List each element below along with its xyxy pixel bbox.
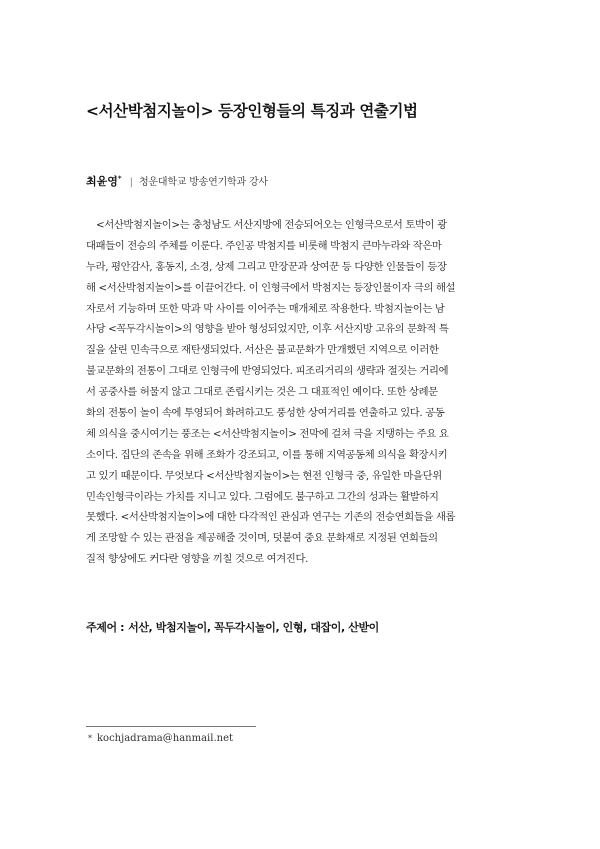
abstract-line: 체 의식을 중시여기는 풍조는 <서산박첨지놀이> 전막에 걸쳐 극을 지탱하는 주요 요 [86,427,449,440]
footnote-email: kochjadrama@hanmail.net [97,733,234,744]
abstract-line: 고 있기 때문이다. 무엇보다 <서산박첨지놀이>는 현전 인형극 중, 유일한 마을단위 [86,469,442,482]
keywords [86,619,379,635]
author-affiliation: 청운대학교 방송연기학과 강사 [138,177,268,188]
abstract-line: 질적 향상에도 커다란 영향을 끼칠 것으로 여겨진다. [86,553,308,566]
abstract-line: 불교문화의 전통이 그대로 인형극에 반영되었다. 피조리거리의 생략과 절짓는 거리에 [86,365,449,378]
abstract-line: 자로서 기능하며 또한 막과 막 사이를 이어주는 매개체로 작용한다. 박첨지놀이는 남 [86,302,445,315]
abstract-line: 못했다. <서산박첨지놀이>에 대한 다각적인 관심과 연구는 기존의 전승연희들을 새롭 [86,511,456,524]
abstract-line: 누라, 평안감사, 홍동지, 소경, 상제 그리고 만장꾼과 상여꾼 등 다양한 인물들이 등장 [86,260,447,273]
abstract-line: 화의 전통이 놀이 속에 투영되어 화려하고도 풍성한 상여거리를 연출하고 있다. 공동 [86,407,445,420]
author-line [86,173,268,189]
abstract [86,215,516,570]
abstract-line: 사당 <꼭두각시놀이>의 영향을 받아 형성되었지만, 이후 서산지방 고유의 문화적 특 [86,323,449,336]
abstract-line: 해 <서산박첨지놀이>를 이끌어간다. 이 인형극에서 박첨지는 등장인물이자 극의 해설 [86,281,456,294]
author-name: 최윤영 [86,175,118,188]
paper-title: <서산박첨지놀이> 등장인형들의 특징과 연출기법 [86,102,418,120]
abstract-line: 서 공중사를 허물지 않고 그대로 존립시키는 것은 그 대표적인 예이다. 또한 상례문 [86,386,438,399]
abstract-line: 대패들이 전승의 주체를 이룬다. 주인공 박첨지를 비롯해 박첨지 큰마누라와 작은마 [86,239,442,252]
abstract-line: 게 조망할 수 있는 관점을 제공해줄 것이며, 덧붙여 중요 문화재로 지정된 연희들의 [86,532,438,545]
abstract-line: 질을 살린 민속극으로 재탄생되었다. 서산은 불교문화가 만개했던 지역으로 이러한 [86,344,439,357]
abstract-line: <서산박첨지놀이>는 충청남도 서산지방에 전승되어오는 인형극으로서 토박이 광 [86,219,447,231]
footnote [88,733,233,744]
footnote-mark: * [88,734,92,743]
keywords-text: 서산, 박첨지놀이, 꼭두각시놀이, 인형, 대잡이, 산받이 [128,621,379,634]
footnote-rule [86,726,256,727]
keywords-label: 주제어 : [86,621,125,634]
abstract-line: 소이다. 집단의 존속을 위해 조화가 강조되고, 이를 통해 지역공동체 의식을 확장시키 [86,448,448,461]
author-footnote-mark: * [117,174,122,183]
author-separator: | [129,177,133,188]
abstract-line: 민속인형극이라는 가치를 지니고 있다. 그럼에도 불구하고 그간의 성과는 활발하지 [86,490,439,503]
